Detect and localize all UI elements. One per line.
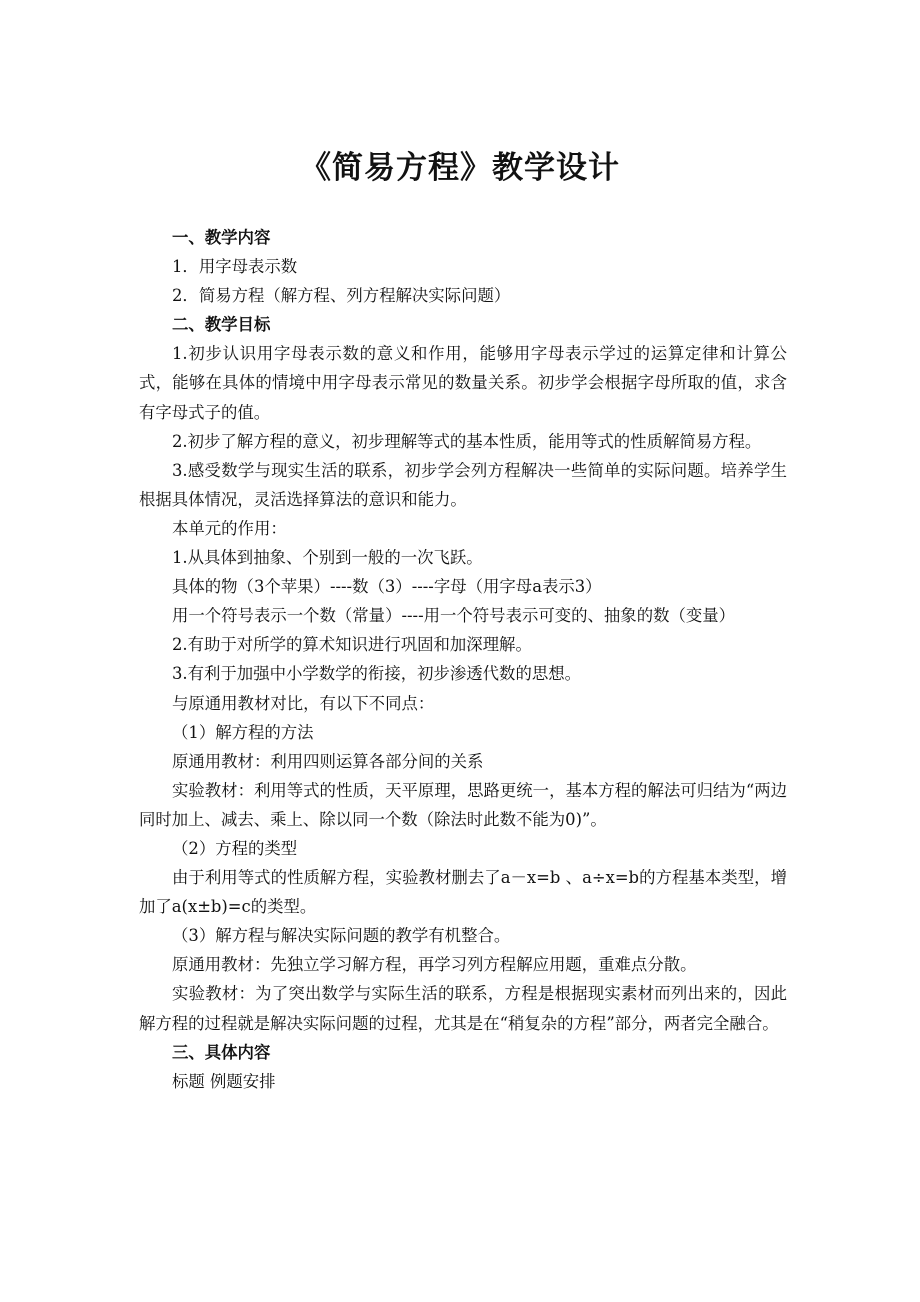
document-body bbox=[139, 223, 787, 1096]
document-title: 《简易方程》教学设计 bbox=[300, 150, 620, 186]
body-paragraph: 1.初步认识用字母表示数的意义和作用，能够用字母表示学过的运算定律和计算公式，能够在具体的情境中用字母表示常见的数量关系。初步学会根据字母所取的值，求含有字母式子的值。 bbox=[139, 344, 787, 422]
section-heading: 一、教学内容 bbox=[172, 228, 271, 247]
body-paragraph: 原通用教材：先独立学习解方程，再学习列方程解应用题，重难点分散。 bbox=[172, 955, 697, 975]
body-paragraph: 2．简易方程（解方程、列方程解决实际问题） bbox=[172, 286, 511, 306]
section-heading: 二、教学目标 bbox=[172, 315, 271, 335]
body-paragraph: （1）解方程的方法 bbox=[172, 722, 314, 742]
body-paragraph: 3.感受数学与现实生活的联系，初步学会列方程解决一些简单的实际问题。培养学生根据具体情况，灵活选择算法的意识和能力。 bbox=[139, 460, 787, 509]
body-paragraph: （2）方程的类型 bbox=[172, 838, 298, 858]
body-paragraph: 原通用教材：利用四则运算各部分间的关系 bbox=[172, 751, 484, 771]
body-paragraph: 本单元的作用： bbox=[172, 518, 287, 538]
body-paragraph: 实验教材：为了突出数学与实际生活的联系，方程是根据现实素材而列出来的，因此解方程的过程就是解决实际问题的过程，尤其是在“稍复杂的方程”部分，两者完全融合。 bbox=[139, 984, 787, 1033]
body-paragraph: 具体的物（3个苹果）----数（3）----字母（用字母a表示3） bbox=[172, 577, 602, 597]
body-paragraph: 2.初步了解方程的意义，初步理解等式的基本性质，能用等式的性质解简易方程。 bbox=[172, 431, 762, 451]
body-paragraph: （3）解方程与解决实际问题的教学有机整合。 bbox=[172, 926, 511, 946]
body-paragraph: 标题 例题安排 bbox=[172, 1071, 276, 1091]
body-paragraph: 2.有助于对所学的算术知识进行巩固和加深理解。 bbox=[172, 635, 532, 655]
body-paragraph: 用一个符号表示一个数（常量）----用一个符号表示可变的、抽象的数（变量） bbox=[172, 606, 736, 626]
body-paragraph: 1.从具体到抽象、个别到一般的一次飞跃。 bbox=[172, 548, 483, 568]
body-paragraph: 与原通用教材对比，有以下不同点： bbox=[172, 693, 435, 713]
body-paragraph: 3.有利于加强中小学数学的衔接，初步渗透代数的思想。 bbox=[172, 664, 582, 684]
body-paragraph: 由于利用等式的性质解方程，实验教材删去了a－x=b 、a÷x=b的方程基本类型，增加了a(x±b)=c的类型。 bbox=[139, 868, 787, 917]
body-paragraph: 1．用字母表示数 bbox=[172, 257, 298, 277]
section-heading: 三、具体内容 bbox=[172, 1042, 271, 1062]
body-paragraph: 实验教材：利用等式的性质，天平原理，思路更统一，基本方程的解法可归结为“两边同时加上、减去、乘上、除以同一个数（除法时此数不能为0)”。 bbox=[139, 780, 787, 829]
